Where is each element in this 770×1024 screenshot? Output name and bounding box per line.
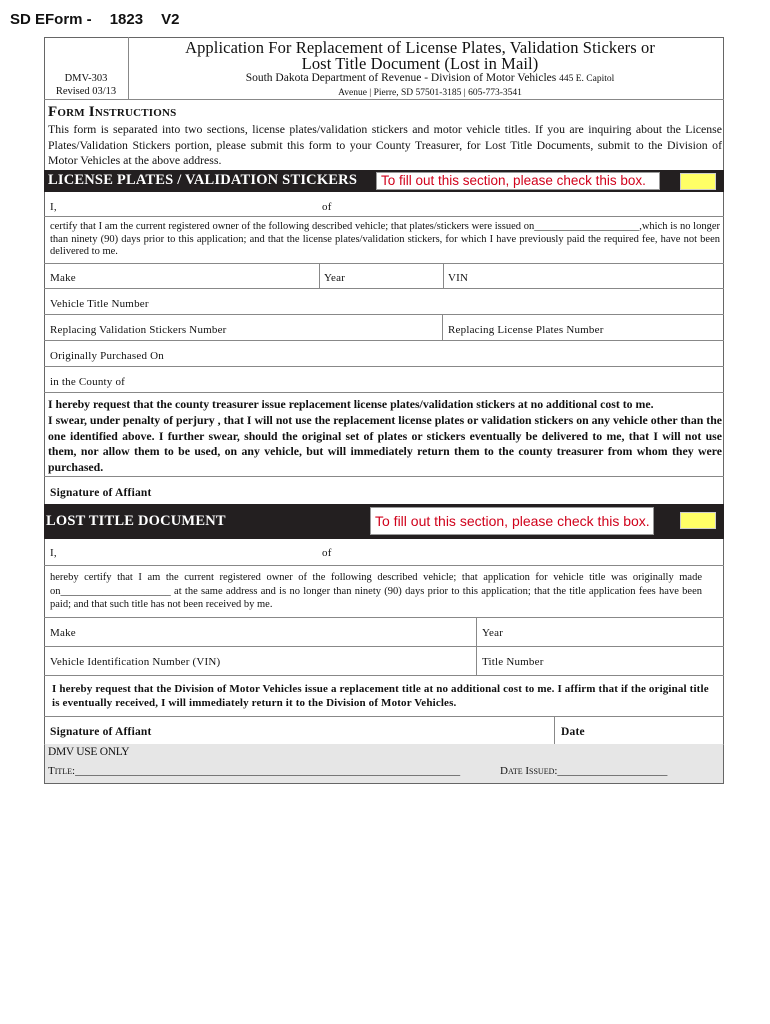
title-number-label: Title Number	[482, 656, 544, 668]
title-vin-field[interactable]	[230, 647, 475, 675]
plates-make-label: Make	[50, 272, 76, 284]
title-vin-label: Vehicle Identification Number (VIN)	[50, 656, 221, 668]
column-divider	[319, 263, 320, 288]
stickers-number-label: Replacing Validation Stickers Number	[50, 324, 227, 336]
plates-number-label: Replacing License Plates Number	[448, 324, 604, 336]
title-divider	[44, 99, 724, 100]
purchased-on-field[interactable]	[175, 341, 720, 366]
title-section-title: LOST TITLE DOCUMENT	[46, 513, 226, 529]
instructions-heading: Form Instructions	[48, 104, 177, 120]
plates-check-prompt: To fill out this section, please check this box.	[376, 172, 660, 190]
column-divider	[554, 716, 555, 744]
eform-header	[10, 11, 197, 28]
title-year-label: Year	[482, 627, 504, 639]
title-section-checkbox[interactable]	[680, 512, 716, 529]
title-request-text: I hereby request that the Division of Motor Vehicles issue a replacement title at no additional cost to me. I affirm that if the original title is eventually received, I will immediately return it to the Division of Motor Vehicles.	[52, 683, 709, 709]
title-owner-address-field[interactable]	[336, 540, 721, 565]
plates-section-band	[44, 170, 724, 192]
address-part1: 445 E. Capitol	[559, 74, 615, 84]
title-of-label: of	[322, 547, 332, 559]
dmv-use-heading: DMV USE ONLY	[48, 746, 130, 758]
form-version: V2	[161, 11, 180, 28]
plates-of-label: of	[322, 201, 332, 213]
title-number-field[interactable]	[550, 647, 722, 675]
title-date-field[interactable]	[590, 717, 722, 744]
dmv-title-row	[48, 765, 460, 777]
dmv-date-issued-label: Date Issued:	[500, 765, 558, 777]
plates-issued-date-field[interactable]	[60, 232, 210, 245]
county-field[interactable]	[135, 367, 720, 392]
department-block	[210, 72, 650, 100]
eform-label: SD EForm -	[10, 11, 92, 28]
title-year-field[interactable]	[508, 618, 722, 646]
revised-date: Revised 03/13	[55, 86, 117, 97]
title-certify-text: hereby certify that I am the current registered owner of the following described vehicle; that application for vehicle title was originally made on_____________________ at the same address and is no longer than ninety (90) days prior to this application; that the title application fees have been paid; and that such title has not been received by me.	[50, 572, 702, 610]
stickers-number-field[interactable]	[240, 315, 440, 340]
dmv-title-line: ______________________________________________________________________	[75, 765, 461, 777]
plates-vin-field[interactable]	[472, 264, 722, 288]
plates-owner-name-field[interactable]	[60, 196, 315, 216]
form-code-block	[44, 72, 128, 98]
form-title	[120, 40, 720, 72]
plates-vin-label: VIN	[448, 272, 469, 284]
purchased-on-label: Originally Purchased On	[50, 350, 164, 362]
title-owner-name-field[interactable]	[60, 540, 315, 565]
title-date-label: Date	[561, 726, 585, 738]
title-make-field[interactable]	[80, 618, 475, 646]
county-label: in the County of	[50, 376, 126, 388]
plates-owner-address-field[interactable]	[336, 196, 721, 216]
title-check-prompt: To fill out this section, please check this box.	[370, 507, 654, 535]
plates-i-label: I,	[50, 201, 57, 213]
dmv-code: DMV-303	[64, 73, 108, 84]
plates-number-field[interactable]	[615, 315, 721, 340]
plates-signature-field[interactable]	[185, 478, 720, 504]
dmv-date-issued-row	[500, 765, 667, 777]
column-divider	[476, 646, 477, 675]
plates-year-label: Year	[324, 272, 346, 284]
instructions-body: This form is separated into two sections, license plates/validation stickers and motor vehicle titles. If you are inquiring about the License Plates/Validation Stickers portion, please submit this form to your County Treasurer, for Lost Title Documents, submit to the Division of Motor Vehicles at the above address.	[48, 122, 722, 167]
plates-title-number-field[interactable]	[160, 289, 720, 314]
form-title-line2: Lost Title Document (Lost in Mail)	[301, 54, 539, 73]
plates-year-field[interactable]	[350, 264, 442, 288]
dmv-date-issued-line: ____________________	[557, 765, 668, 777]
title-signature-label: Signature of Affiant	[50, 726, 152, 738]
row-divider	[44, 565, 724, 566]
plates-signature-label: Signature of Affiant	[50, 487, 152, 499]
dmv-use-only-box	[45, 744, 723, 783]
column-divider	[476, 617, 477, 646]
dmv-title-label: Title:	[48, 765, 76, 777]
plates-request-text: I hereby request that the county treasurer issue replacement license plates/validation stickers at no additional cost to me.	[48, 397, 654, 411]
title-make-label: Make	[50, 627, 76, 639]
row-divider	[44, 476, 724, 477]
row-divider	[44, 216, 724, 217]
plates-make-field[interactable]	[80, 264, 318, 288]
row-divider	[44, 675, 724, 676]
plates-certify-text: certify that I am the current registered owner of the following described vehicle; that plates/stickers were issued on____________________,which is no longer than ninety (90) days prior to this application; and that the license plates/validation stickers, for which I have previously paid the required fee, have not been delivered to me.	[50, 221, 720, 257]
title-i-label: I,	[50, 547, 57, 559]
address-part2: Avenue | Pierre, SD 57501-3185 | 605-773-3541	[338, 88, 522, 98]
column-divider	[442, 314, 443, 340]
plates-swear-text: I swear, under penalty of perjury , that I will not use the replacement license plates or validation stickers on any vehicle other than the one identified above. I further swear, should the original set of plates or stickers eventually be delivered to me, that I will not use them, nor allow them to be used, on any vehicle, but will immediately return them to the county treasurer from whom they were purchased.	[48, 413, 722, 474]
title-application-date-field[interactable]	[90, 584, 230, 597]
plates-section-title: LICENSE PLATES / VALIDATION STICKERS	[48, 172, 358, 188]
form-number: 1823	[109, 11, 144, 28]
plates-title-number-label: Vehicle Title Number	[50, 298, 149, 310]
department-name: South Dakota Department of Revenue - Division of Motor Vehicles	[245, 72, 557, 84]
plates-section-checkbox[interactable]	[680, 173, 716, 190]
column-divider	[443, 263, 444, 288]
title-section-band	[44, 504, 724, 539]
title-signature-field[interactable]	[160, 717, 553, 744]
row-divider	[44, 392, 724, 393]
form-title-line1: Application For Replacement of License Plates, Validation Stickers or	[185, 38, 655, 57]
